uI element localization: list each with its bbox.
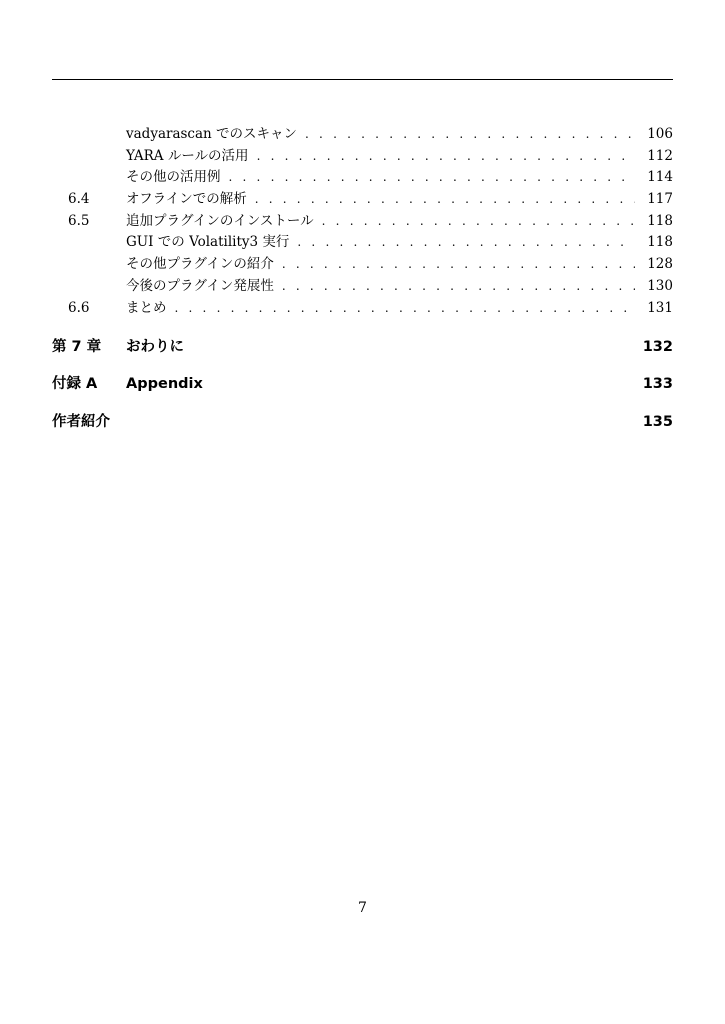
entry-title: GUI での Volatility3 実行 — [126, 234, 290, 251]
chapter-title: おわりに — [126, 339, 184, 355]
toc-entry[interactable] — [52, 189, 673, 211]
chapter-page: 133 — [642, 376, 673, 392]
dot-leader — [322, 211, 636, 233]
entry-page: 131 — [647, 299, 673, 316]
dot-leader — [297, 232, 635, 254]
chapter-page: 135 — [642, 414, 673, 430]
chapter-page: 132 — [642, 339, 673, 355]
entry-page: 106 — [647, 126, 673, 142]
dot-leader — [257, 146, 636, 168]
entry-title: vadyarascan でのスキャン — [126, 126, 298, 142]
entry-page: 128 — [647, 256, 673, 273]
page-number: 7 — [358, 900, 367, 916]
header-rule — [52, 79, 673, 80]
chapter-entry[interactable] — [52, 336, 673, 358]
toc-entry[interactable] — [52, 232, 673, 254]
chapter-title: Appendix — [126, 376, 203, 392]
entry-title: YARA ルールの活用 — [126, 147, 249, 164]
entry-page: 118 — [647, 234, 673, 251]
dot-leader — [255, 189, 636, 211]
entry-title: その他の活用例 — [126, 169, 221, 186]
toc-entry[interactable] — [52, 298, 673, 320]
entry-page: 112 — [647, 147, 673, 164]
entry-title: オフラインでの解析 — [126, 191, 247, 208]
entry-page: 117 — [647, 191, 673, 208]
chapter-entry[interactable] — [52, 373, 673, 395]
toc-entry[interactable] — [52, 124, 673, 146]
entry-page: 114 — [647, 169, 673, 186]
entry-page: 130 — [647, 277, 673, 294]
toc-entry[interactable] — [52, 254, 673, 276]
toc-entry[interactable] — [52, 211, 673, 233]
toc-entry[interactable] — [52, 146, 673, 168]
dot-leader — [282, 276, 635, 298]
dot-leader — [282, 254, 635, 276]
section-number: 6.5 — [68, 212, 90, 229]
chapter-label: 第 7 章 — [52, 339, 102, 355]
entry-title: その他プラグインの紹介 — [126, 256, 274, 273]
chapter-label: 作者紹介 — [52, 414, 110, 430]
chapter-label: 付録 A — [52, 376, 98, 392]
entry-title: まとめ — [126, 299, 167, 316]
dot-leader — [175, 298, 636, 320]
dot-leader — [305, 124, 635, 146]
section-number: 6.6 — [68, 299, 90, 316]
section-number: 6.4 — [68, 191, 90, 208]
toc-entry[interactable] — [52, 276, 673, 298]
entry-page: 118 — [647, 212, 673, 229]
chapter-entry[interactable] — [52, 411, 673, 433]
entry-title: 追加プラグインのインストール — [126, 212, 314, 229]
toc-entry[interactable] — [52, 167, 673, 189]
table-of-contents — [52, 124, 673, 319]
dot-leader — [229, 167, 636, 189]
entry-title: 今後のプラグイン発展性 — [126, 277, 274, 294]
